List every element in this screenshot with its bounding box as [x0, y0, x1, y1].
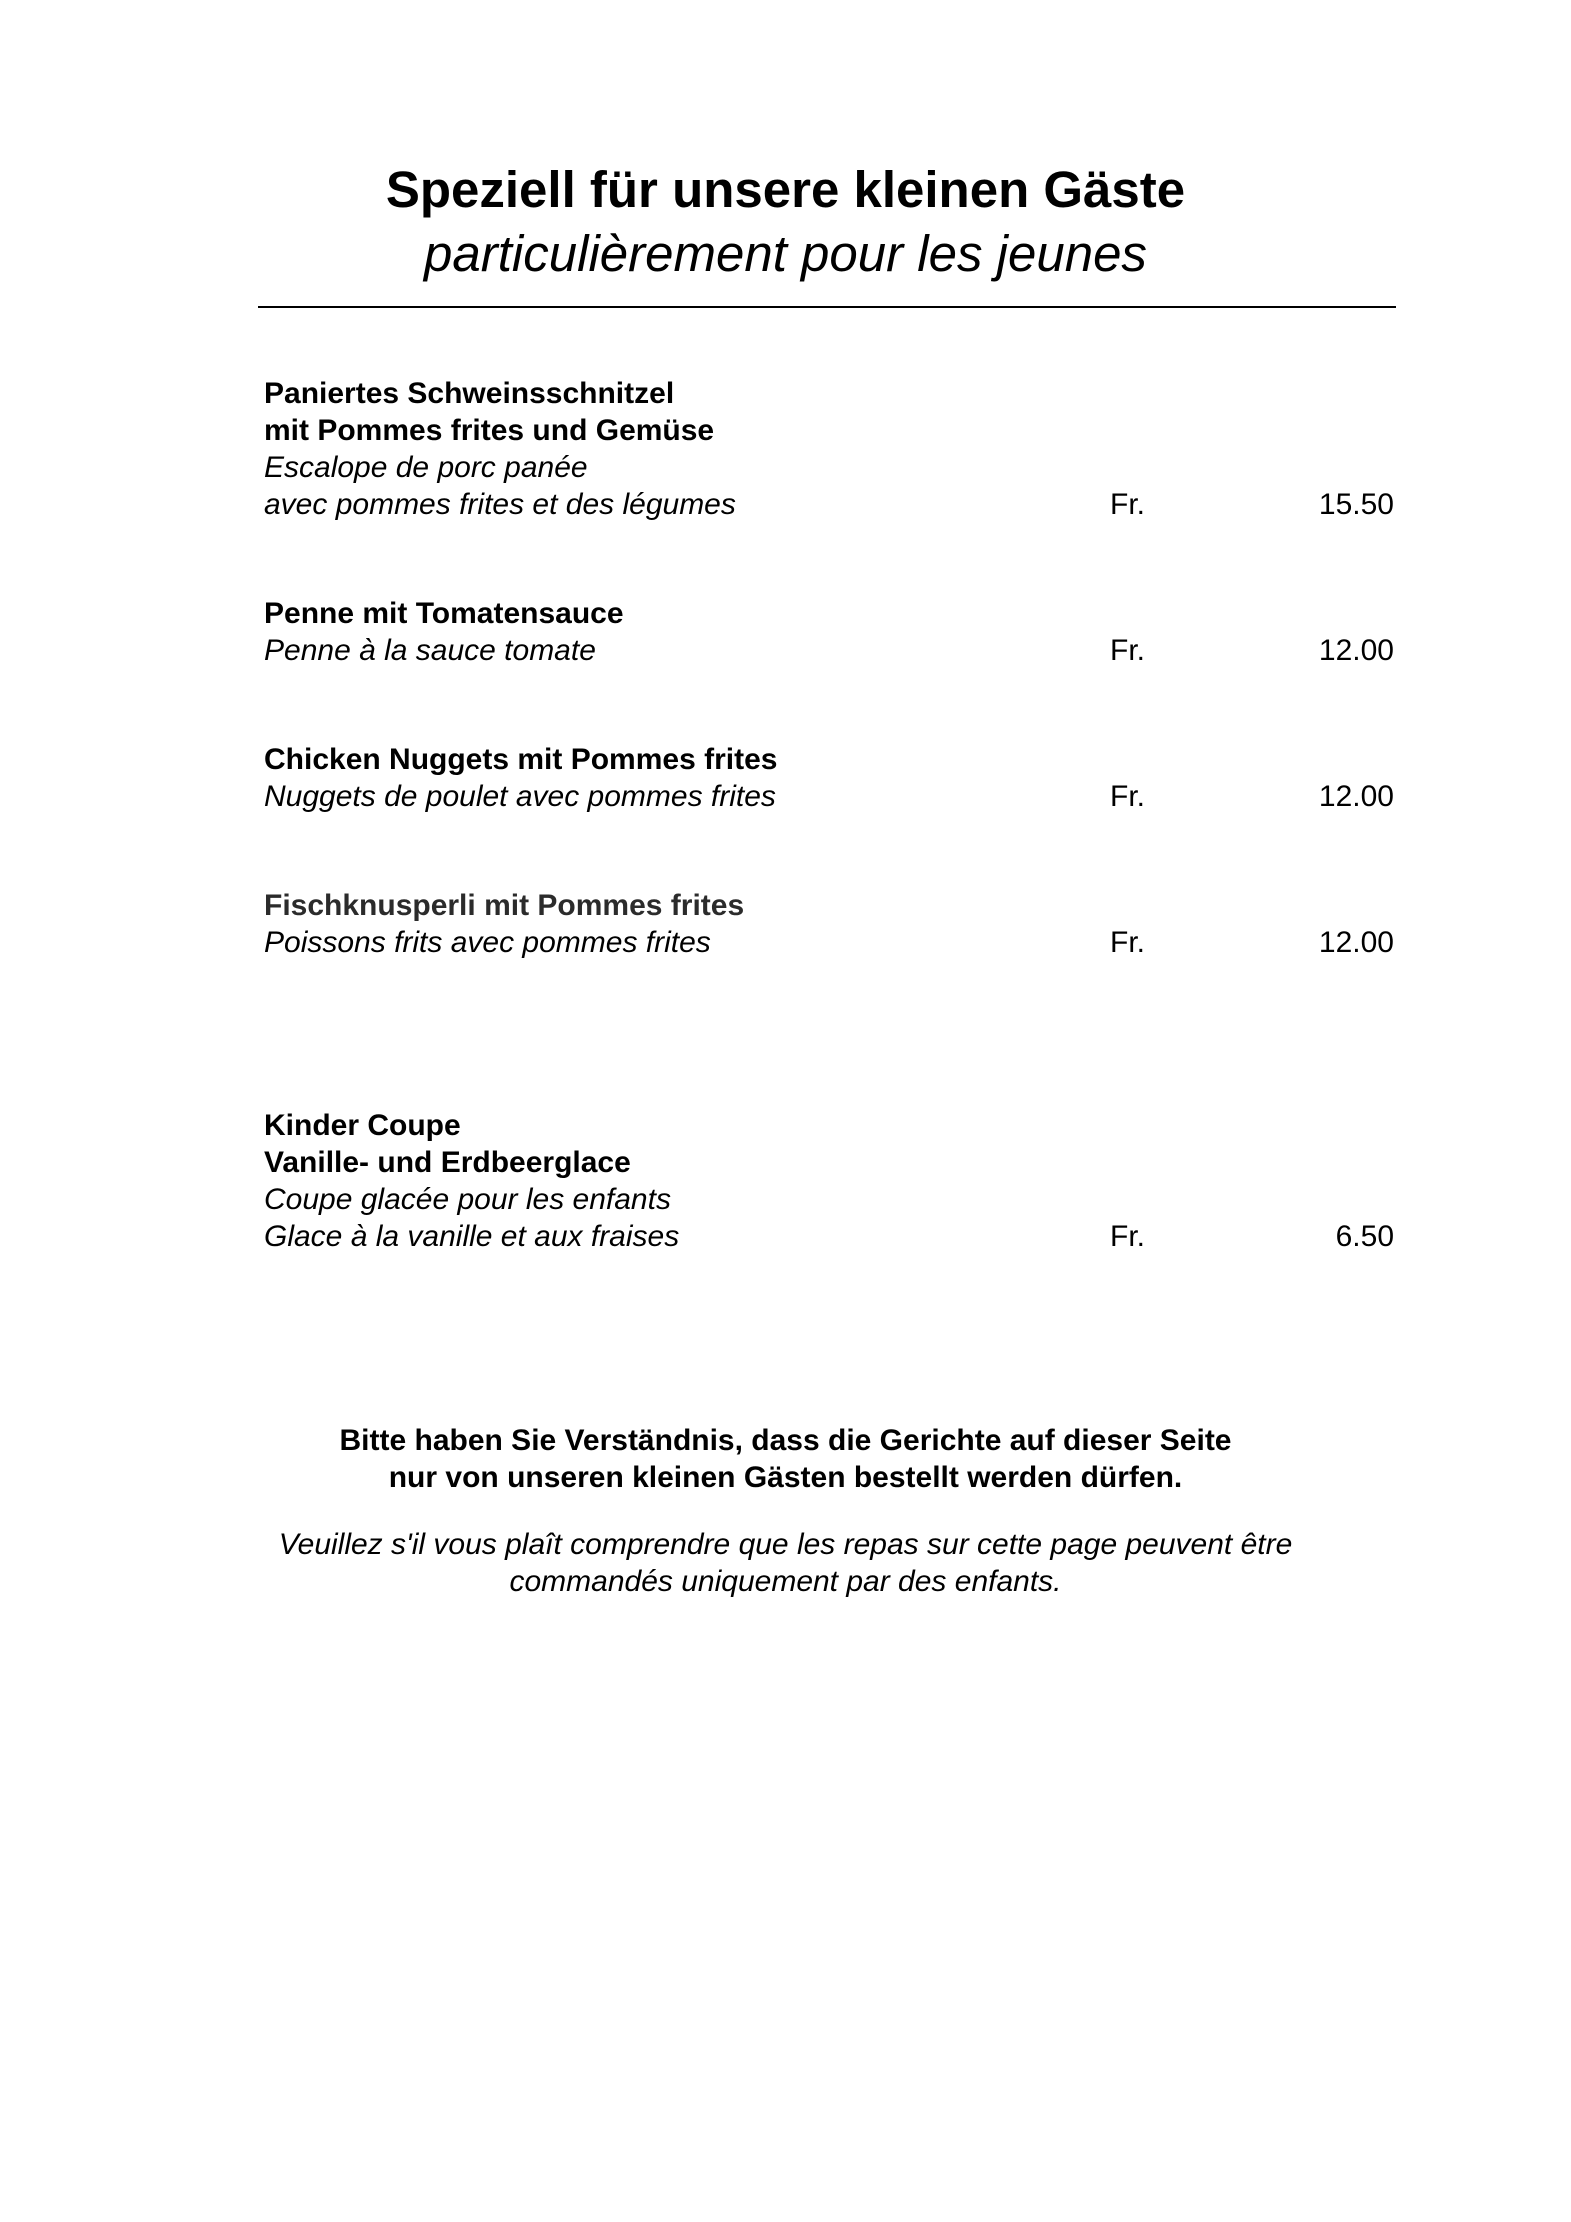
item-name-de: Vanille- und Erdbeerglace [264, 1146, 631, 1179]
item-name-fr: Nuggets de poulet avec pommes frites [264, 780, 776, 813]
item-currency: Fr. [1110, 926, 1145, 959]
page-title: Speziell für unsere kleinen Gäste [385, 161, 1186, 218]
title-divider [258, 306, 1396, 308]
menu-item-schnitzel [264, 375, 1394, 523]
item-name-fr: Penne à la sauce tomate [264, 634, 596, 667]
item-currency: Fr. [1110, 634, 1145, 667]
item-price: 12.00 [1318, 926, 1394, 959]
item-name-fr: Glace à la vanille et aux fraises [264, 1220, 680, 1253]
notice-text-fr: commandés uniquement par des enfants. [509, 1565, 1062, 1598]
item-price: 12.00 [1318, 780, 1394, 813]
item-name-de: Penne mit Tomatensauce [264, 597, 624, 630]
item-name-de: mit Pommes frites und Gemüse [264, 414, 715, 447]
page-subtitle: particulièrement pour les jeunes [424, 225, 1147, 282]
item-name-de: Chicken Nuggets mit Pommes frites [264, 743, 778, 776]
item-currency: Fr. [1110, 488, 1145, 521]
item-name-fr: Poissons frits avec pommes frites [264, 926, 711, 959]
menu-item-kinder-coupe [264, 1107, 1394, 1255]
page-header [0, 158, 1571, 286]
menu-item-chicken-nuggets [264, 741, 1394, 815]
item-name-de: Fischknusperli mit Pommes frites [264, 889, 745, 922]
item-name-de: Paniertes Schweinsschnitzel [264, 377, 675, 410]
item-name-de: Kinder Coupe [264, 1109, 461, 1142]
item-name-fr: avec pommes frites et des légumes [264, 488, 736, 521]
order-notice [0, 1422, 1571, 1600]
item-currency: Fr. [1110, 1220, 1145, 1253]
item-price: 12.00 [1318, 634, 1394, 667]
item-price: 6.50 [1335, 1220, 1394, 1253]
item-name-fr: Coupe glacée pour les enfants [264, 1183, 671, 1216]
notice-text-de: nur von unseren kleinen Gästen bestellt werden dürfen. [388, 1461, 1183, 1494]
menu-item-penne [264, 595, 1394, 669]
notice-text-fr: Veuillez s'il vous plaît comprendre que les repas sur cette page peuvent être [278, 1528, 1293, 1561]
item-currency: Fr. [1110, 780, 1145, 813]
menu-item-fischknusperli [264, 887, 1394, 961]
item-price: 15.50 [1318, 488, 1394, 521]
notice-text-de: Bitte haben Sie Verständnis, dass die Gerichte auf dieser Seite [339, 1424, 1232, 1457]
item-name-fr: Escalope de porc panée [264, 451, 588, 484]
